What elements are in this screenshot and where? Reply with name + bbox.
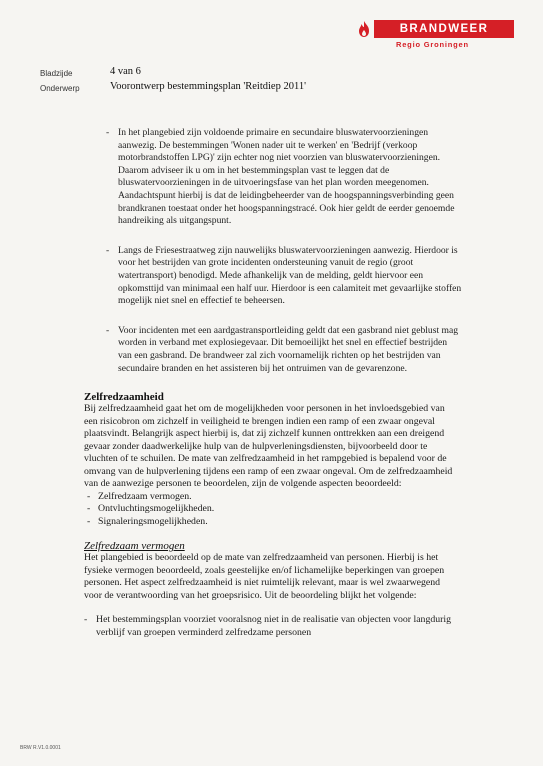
bullet-aardgastransportleiding: - Voor incidenten met een aardgastransportleiding geldt dat een gasbrand niet geblust mag worden in verband met explosiegevaar. Dit bemoeilijkt het snel en effectief bestrijden van een gasbrand. De brandweer zal zich voornamelijk richten op het bestrijden van secundaire branden en het assisteren bij het ontruimen van de gevarenzone. bbox=[106, 324, 459, 374]
list-item: - Zelfredzaam vermogen. bbox=[87, 490, 192, 502]
bullet-verminderd-zelfredzaam: - Het bestemmingsplan voorziet vooralsnog niet in de realisatie van objecten voor langdurig verblijf van groepen verminderd zelfredzame personen bbox=[84, 614, 452, 638]
subject-value: Voorontwerp bestemmingsplan 'Reitdiep 2011' bbox=[110, 81, 306, 92]
page-number: 4 van 6 bbox=[110, 66, 141, 77]
section-heading-zelfredzaam-vermogen: Zelfredzaam vermogen bbox=[84, 540, 185, 553]
flame-icon bbox=[356, 20, 372, 38]
section-body-zelfredzaamheid: Bij zelfredzaamheid gaat het om de mogelijkheden voor personen in het invloedsgebied van een risicobron om zichzelf in veiligheid te brengen indien een ramp of een zwaar ongeval plaatsvindt. Belangrijk aspect hierbij is, dat zij zichzelf kunnen onttrekken aan een dreigend gevaar zonder daadwerkelijke hulp van de hulpverleningsdiensten, bijvoorbeeld door te vluchten of te schuilen. De mate van zelfredzaamheid in het rampgebied is bepalend voor de omvang van de hulpverlening tijdens een ramp of een zwaar ongeval. Om de zelfredzaamheid van de aanwezige personen te beoordelen, zijn de volgende aspecten beoordeeld: bbox=[84, 403, 453, 490]
bullet-dash: - bbox=[106, 127, 110, 138]
brand-name: BRANDWEER bbox=[399, 23, 489, 35]
bullet-dash: - bbox=[84, 614, 88, 626]
page-label: Bladzijde bbox=[40, 69, 73, 78]
brand-subtitle: Regio Groningen bbox=[396, 40, 469, 49]
list-item: - Signaleringsmogelijkheden. bbox=[87, 515, 208, 527]
bullet-dash: - bbox=[106, 244, 110, 256]
bullet-bluswater-plangebied: - In het plangebied zijn voldoende primaire en secundaire bluswatervoorzieningen aanwezig. De bestemmingen 'Wonen nader uit te werken' en 'Bedrijf (verkoop motorbrandstoffen LPG)' zijn echter nog niet voorzien van bluswatervoorzieningen. Daarom adviseer ik u om in het bestemmingsplan vast te leggen dat de bluswatervoorzieningen in de uitvoeringsfase van het plan worden meegenomen. Aandachtspunt hierbij is dat de leidingbeheerder van de hoogspanningsverbinding geen brandkranen toestaat onder het hoogspanningstracé. Ook hier geldt de eerder genoemde handreiking als uitgangspunt. bbox=[106, 127, 455, 227]
list-item: - Ontvluchtingsmogelijkheden. bbox=[87, 503, 215, 515]
letter-body bbox=[84, 127, 460, 639]
bullet-friesestraatweg: - Langs de Friesestraatweg zijn nauwelijks bluswatervoorzieningen aanwezig. Hierdoor is voor het bestrijden van grote incidenten ondersteuning vanuit de regio (groot watertransport) benodigd. Mede afhankelijk van de melding, geldt hiervoor een opkomsttijd van minimaal een half uur. Hierdoor is een calamiteit met gevaarlijke stoffen mogelijk niet snel en effectief te beheersen. bbox=[106, 244, 462, 307]
bullet-dash: - bbox=[106, 324, 110, 336]
section-body-zelfredzaam-vermogen: Het plangebied is beoordeeld op de mate van zelfredzaamheid van personen. Hierbij is het fysieke vermogen beoordeeld, zoals geestelijke en/of lichamelijke beperkingen van groepen personen. Het aspect zelfredzaamheid is niet ruimtelijk relevant, maar is wel zwaarwegend voor de verantwoording van het groepsrisico. Uit de beoordeling blijkt het volgende: bbox=[84, 552, 445, 601]
section-heading-zelfredzaamheid: Zelfredzaamheid bbox=[84, 391, 164, 404]
subject-label: Onderwerp bbox=[40, 84, 80, 93]
footer-code: BRW R.V1.0.0001 bbox=[20, 745, 61, 751]
aspects-list bbox=[84, 491, 460, 529]
brandweer-logo bbox=[356, 20, 516, 52]
